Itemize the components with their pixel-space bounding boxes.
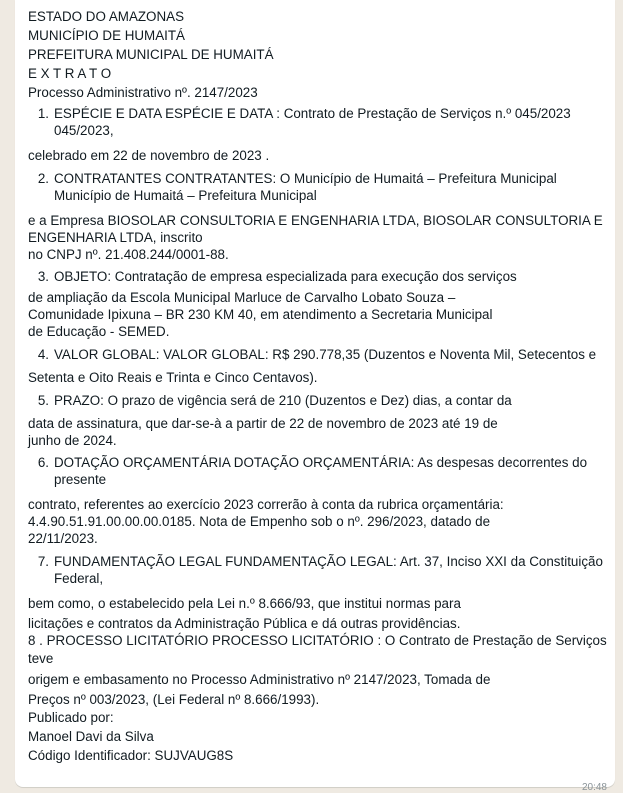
list-item	[28, 268, 605, 285]
item-continuation: Comunidade Ipixuna – BR 230 KM 40, em atendimento a Secretaria Municipal	[28, 307, 493, 322]
item-8-line: teve	[28, 651, 54, 666]
item-number: 5.	[37, 393, 49, 408]
item-continuation: de Educação - SEMED.	[28, 324, 170, 339]
list-item	[28, 105, 605, 139]
item-continuation: de ampliação da Escola Municipal Marluce de Carvalho Lobato Souza –	[28, 290, 456, 305]
item-number: 4.	[37, 347, 49, 362]
message-bubble	[15, 0, 615, 793]
item-text: CONTRATANTES CONTRATANTES: O Município de Humaitá – Prefeitura Municipal Município de Humaitá – Prefeitura Municipal	[54, 171, 557, 203]
item-continuation: data de assinatura, que dar-se-à a partir de 22 de novembro de 2023 até 19 de	[28, 416, 498, 431]
list-item	[28, 392, 605, 409]
item-text: VALOR GLOBAL: VALOR GLOBAL: R$ 290.778,35 (Duzentos e Noventa Mil, Setecentos e	[54, 347, 597, 362]
item-continuation: junho de 2024.	[28, 433, 117, 448]
item-text: ESPÉCIE E DATA ESPÉCIE E DATA : Contrato de Prestação de Serviços n.º 045/2023 045/2023,	[54, 106, 571, 138]
item-continuation: ENGENHARIA LTDA, inscrito	[28, 230, 203, 245]
header-municipality: MUNICÍPIO DE HUMAITÁ	[28, 28, 185, 43]
list-item	[28, 454, 605, 488]
header-state: ESTADO DO AMAZONAS	[28, 9, 184, 24]
item-continuation: contrato, referentes ao exercício 2023 correrão à conta da rubrica orçamentária:	[28, 497, 504, 512]
item-continuation: no CNPJ nº. 21.408.244/0001-88.	[28, 247, 229, 262]
message-timestamp: 20:48	[581, 782, 607, 793]
process-number: Processo Administrativo nº. 2147/2023	[28, 85, 258, 100]
item-number: 2.	[37, 171, 49, 186]
published-by-label: Publicado por:	[28, 710, 114, 725]
item-number: 7.	[37, 554, 49, 569]
item-text: OBJETO: Contratação de empresa especializada para execução dos serviços	[54, 269, 517, 284]
list-item	[28, 170, 605, 204]
item-text: FUNDAMENTAÇÃO LEGAL FUNDAMENTAÇÃO LEGAL: Art. 37, Inciso XXI da Constituição Federal,	[54, 554, 603, 586]
item-continuation: 22/11/2023.	[28, 531, 98, 546]
header-extract: E X T R A T O	[28, 66, 112, 81]
item-continuation: Setenta e Oito Reais e Trinta e Cinco Centavos).	[28, 370, 318, 385]
list-item	[28, 553, 605, 587]
list-item	[28, 346, 605, 363]
item-continuation: bem como, o estabelecido pela Lei n.º 8.666/93, que institui normas para	[28, 596, 461, 611]
item-text: PRAZO: O prazo de vigência será de 210 (Duzentos e Dez) dias, a contar da	[54, 393, 512, 408]
identifier-code: Código Identificador: SUJVAUG8S	[28, 748, 234, 763]
item-continuation: licitações e contratos da Administração Pública e dá outras providências.	[28, 616, 461, 631]
item-continuation: 4.4.90.51.91.00.00.00.0185. Nota de Empenho sob o nº. 296/2023, datado de	[28, 514, 491, 529]
item-number: 6.	[37, 455, 49, 470]
item-8-line: origem e embasamento no Processo Administrativo nº 2147/2023, Tomada de	[28, 672, 491, 687]
header-prefecture: PREFEITURA MUNICIPAL DE HUMAITÁ	[28, 47, 274, 62]
publisher-name: Manoel Davi da Silva	[28, 729, 154, 744]
item-8-line: Preços nº 003/2023, (Lei Federal nº 8.666/1993).	[28, 692, 320, 707]
item-8-line: 8 . PROCESSO LICITATÓRIO PROCESSO LICITATÓRIO : O Contrato de Prestação de Serviços	[28, 633, 607, 648]
item-number: 3.	[37, 269, 49, 284]
item-text: DOTAÇÃO ORÇAMENTÁRIA DOTAÇÃO ORÇAMENTÁRIA: As despesas decorrentes do presente	[54, 455, 588, 487]
item-number: 1.	[37, 106, 49, 121]
item-continuation: e a Empresa BIOSOLAR CONSULTORIA E ENGENHARIA LTDA, BIOSOLAR CONSULTORIA E	[28, 213, 603, 228]
item-continuation: celebrado em 22 de novembro de 2023 .	[28, 148, 270, 163]
